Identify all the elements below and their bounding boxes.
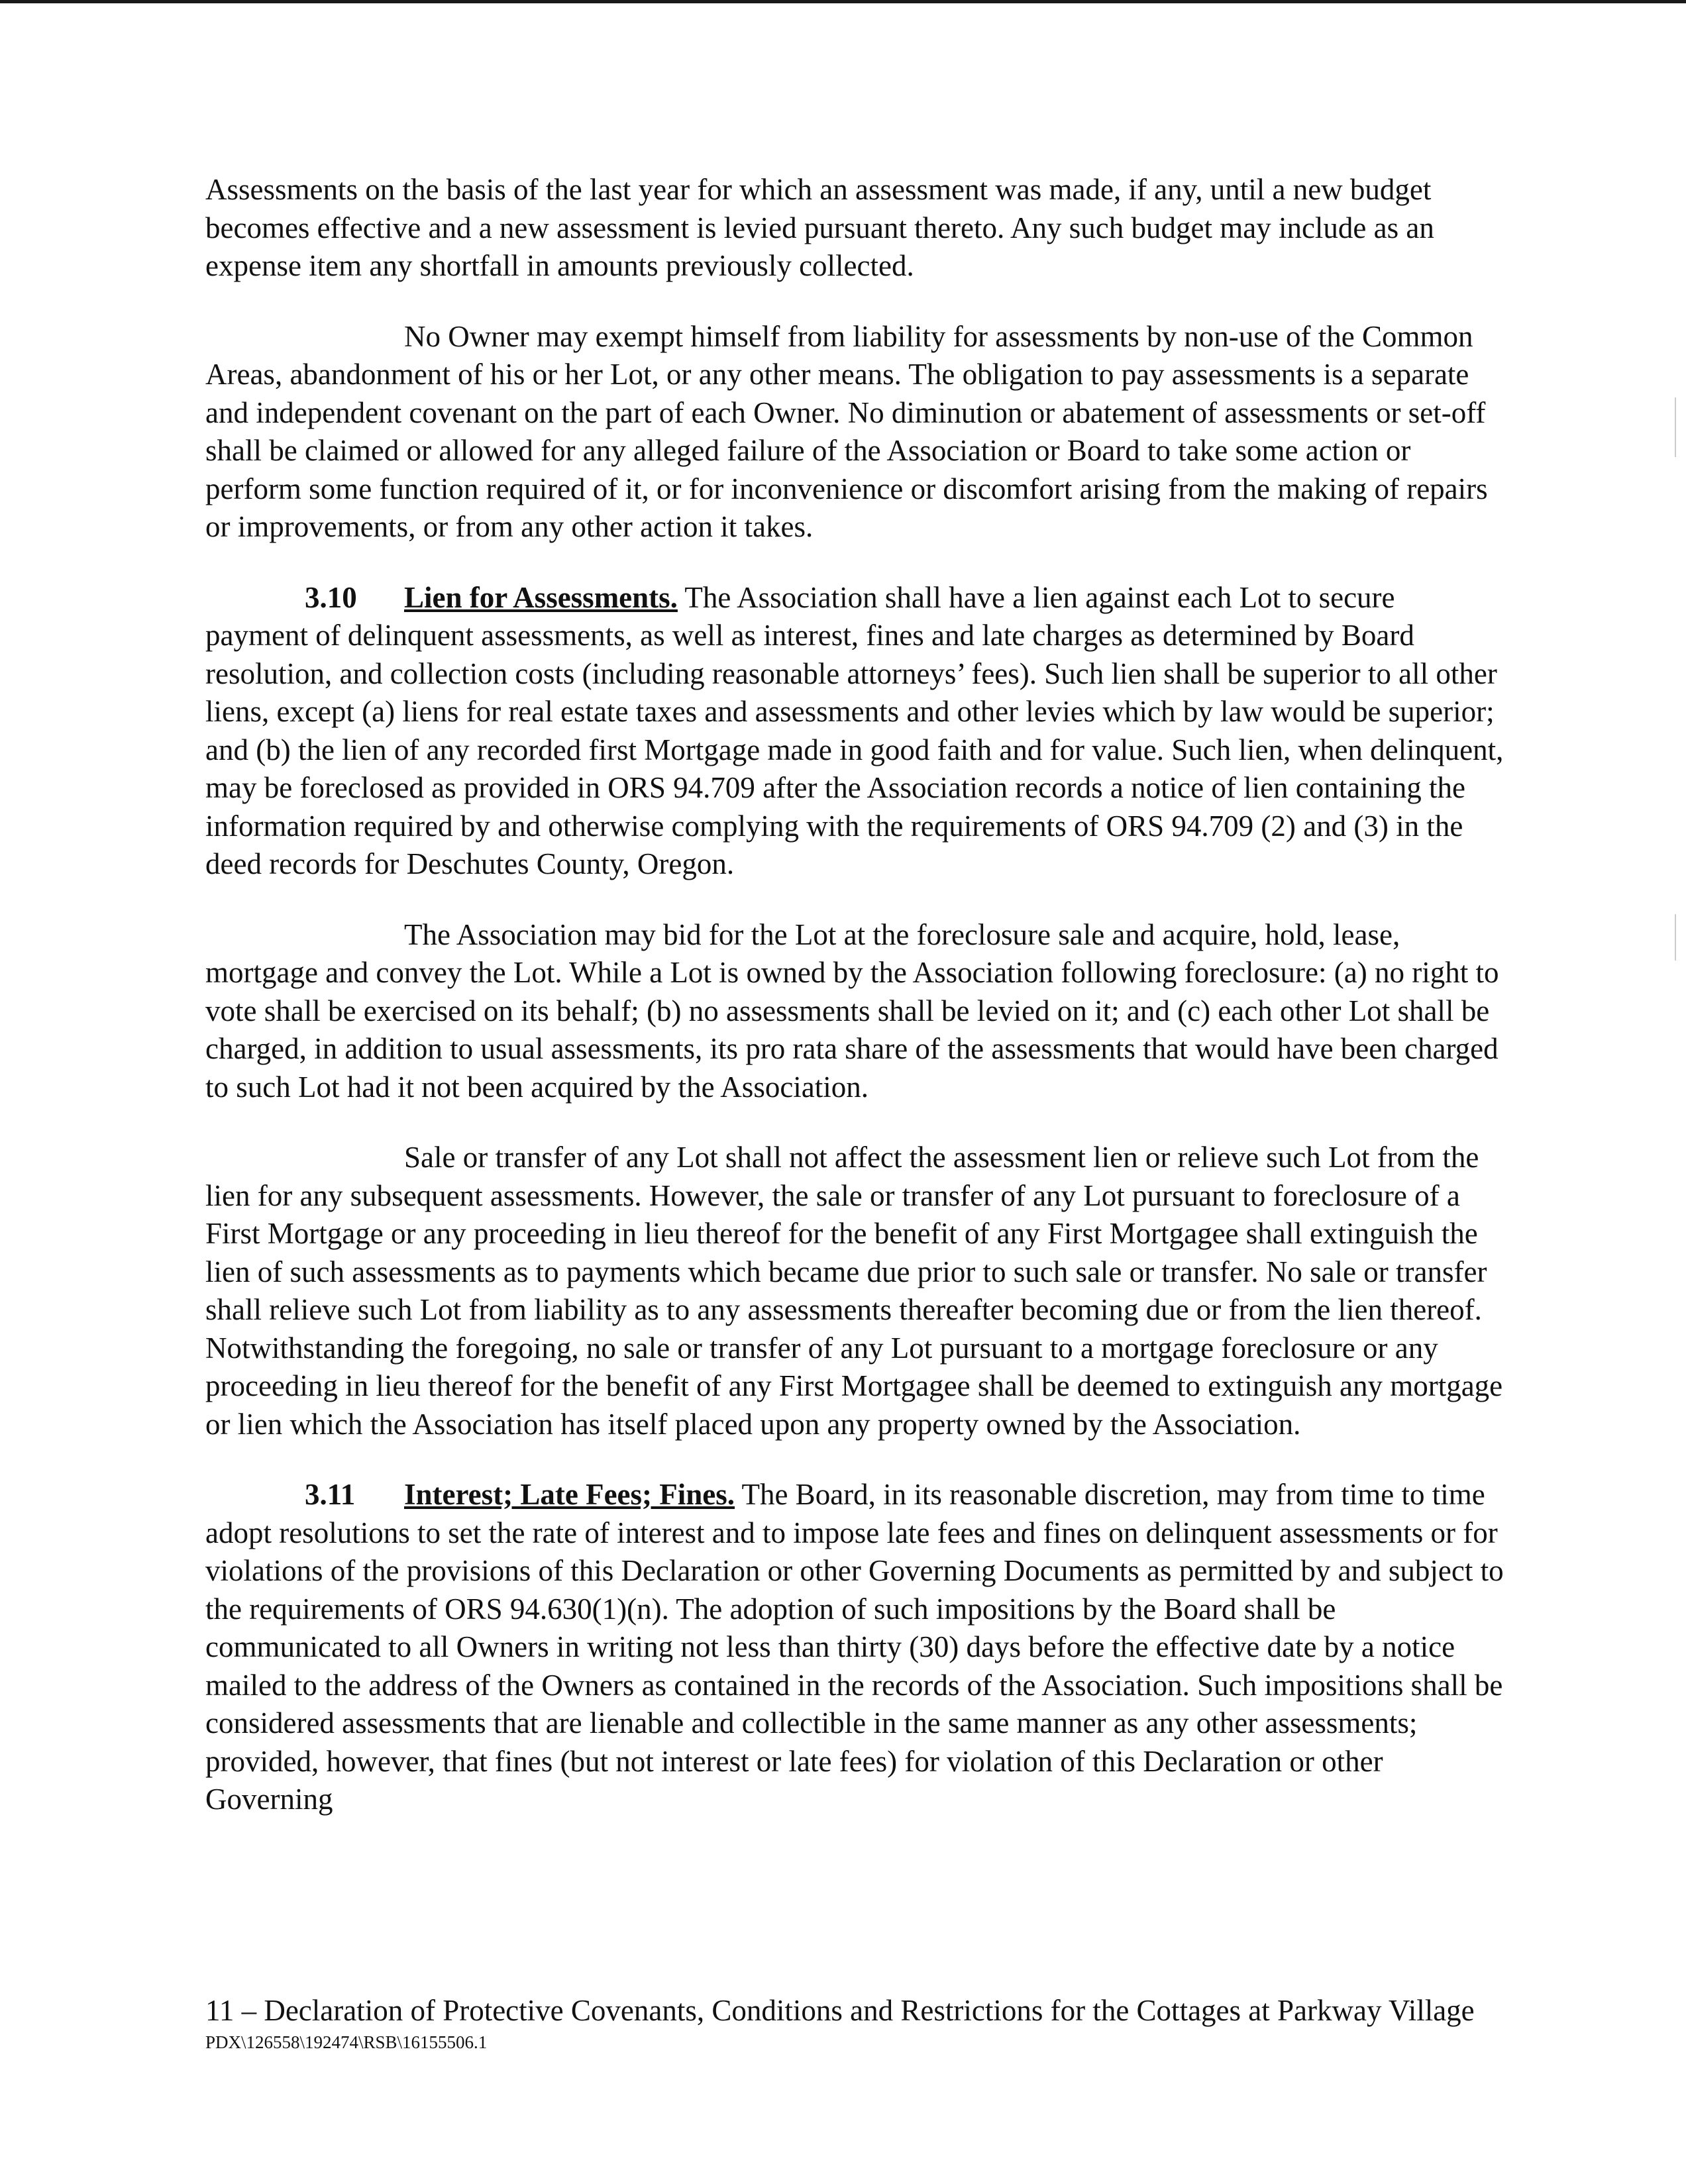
paragraph-foreclosure-bid: The Association may bid for the Lot at the foreclosure sale and acquire, hold, lease, mortgage and convey the Lot. While a Lot is owned by the Association following foreclosure: (a) no right to vote shall be exercised on its behalf; (b) no assessments shall be levied on it; and (c) each other Lot shall be charged, in addition to usual assessments, its pro rata share of the assessments that would have been charged to such Lot had it not been acquired by the Association. — [205, 917, 1499, 1104]
section-number: 3.11 — [305, 1478, 356, 1511]
section-3-10 — [205, 579, 1504, 884]
footer-caption: 11 – Declaration of Protective Covenants, Conditions and Restrictions for the Cottages at Parkway Village — [205, 1994, 1475, 2027]
document-id: PDX\126558\192474\RSB\16155506.1 — [205, 2032, 488, 2052]
section-3-11 — [205, 1476, 1504, 1819]
section-number: 3.10 — [305, 580, 357, 614]
paragraph-continued: Assessments on the basis of the last year for which an assessment was made, if any, until a new budget becomes effective and a new assessment is levied pursuant thereto. Any such budget may include as an expense item any shortfall in amounts previously collected. — [205, 173, 1434, 282]
paragraph-owner-liability: No Owner may exempt himself from liability for assessments by non-use of the Common Areas, abandonment of his or her Lot, or any other means. The obligation to pay assessments is a separate and independent covenant on the part of each Owner. No diminution or abatement of assessments or set-off shall be claimed or allowed for any alleged failure of the Association or Board to take some action or perform some function required of it, or for inconvenience or discomfort arising from the making of repairs or improvements, or from any other action it takes. — [205, 319, 1488, 543]
page-footer — [205, 1992, 1504, 2054]
section-title: Lien for Assessments. — [404, 580, 678, 614]
scan-top-edge — [0, 0, 1686, 3]
section-body: The Board, in its reasonable discretion, may from time to time adopt resolutions to set the rate of interest and to impose late fees and fines on delinquent assessments or for violations of the provisions of this Declaration or other Governing Documents as permitted by and subject to the requirements of ORS 94.630(1)(n). The adoption of such impositions by the Board shall be communicated to all Owners in writing not less than thirty (30) days before the effective date by a notice mailed to the address of the Owners as contained in the records of the Association. Such impositions shall be considered assessments that are lienable and collectible in the same manner as any other assessments; provided, however, that fines (but not interest or late fees) for violation of this Declaration or other Governing — [205, 1478, 1504, 1816]
scan-edge-mark — [1675, 914, 1676, 961]
section-title: Interest; Late Fees; Fines. — [404, 1478, 735, 1511]
scan-edge-mark — [1675, 397, 1676, 457]
section-body: The Association shall have a lien against each Lot to secure payment of delinquent assessments, as well as interest, fines and late charges as determined by Board resolution, and collection costs (including reasonable attorneys’ fees). Such lien shall be superior to all other liens, except (a) liens for real estate taxes and assessments and other levies which by law would be superior; and (b) the lien of any recorded first Mortgage made in good faith and for value. Such lien, when delinquent, may be foreclosed as provided in ORS 94.709 after the Association records a notice of lien containing the information required by and otherwise complying with the requirements of ORS 94.709 (2) and (3) in the deed records for Deschutes County, Oregon. — [205, 580, 1504, 880]
paragraph-sale-transfer: Sale or transfer of any Lot shall not affect the assessment lien or relieve such Lot from the lien for any subsequent assessments. However, the sale or transfer of any Lot pursuant to foreclosure of a First Mortgage or any proceeding in lieu thereof for the benefit of any First Mortgagee shall extinguish the lien of such assessments as to payments which became due prior to such sale or transfer. No sale or transfer shall relieve such Lot from liability as to any assessments thereafter becoming due or from the lien thereof. Notwithstanding the foregoing, no sale or transfer of any Lot pursuant to a mortgage foreclosure or any proceeding in lieu thereof for the benefit of any First Mortgagee shall be deemed to extinguish any mortgage or lien which the Association has itself placed upon any property owned by the Association. — [205, 1141, 1503, 1441]
document-body — [205, 171, 1504, 1819]
